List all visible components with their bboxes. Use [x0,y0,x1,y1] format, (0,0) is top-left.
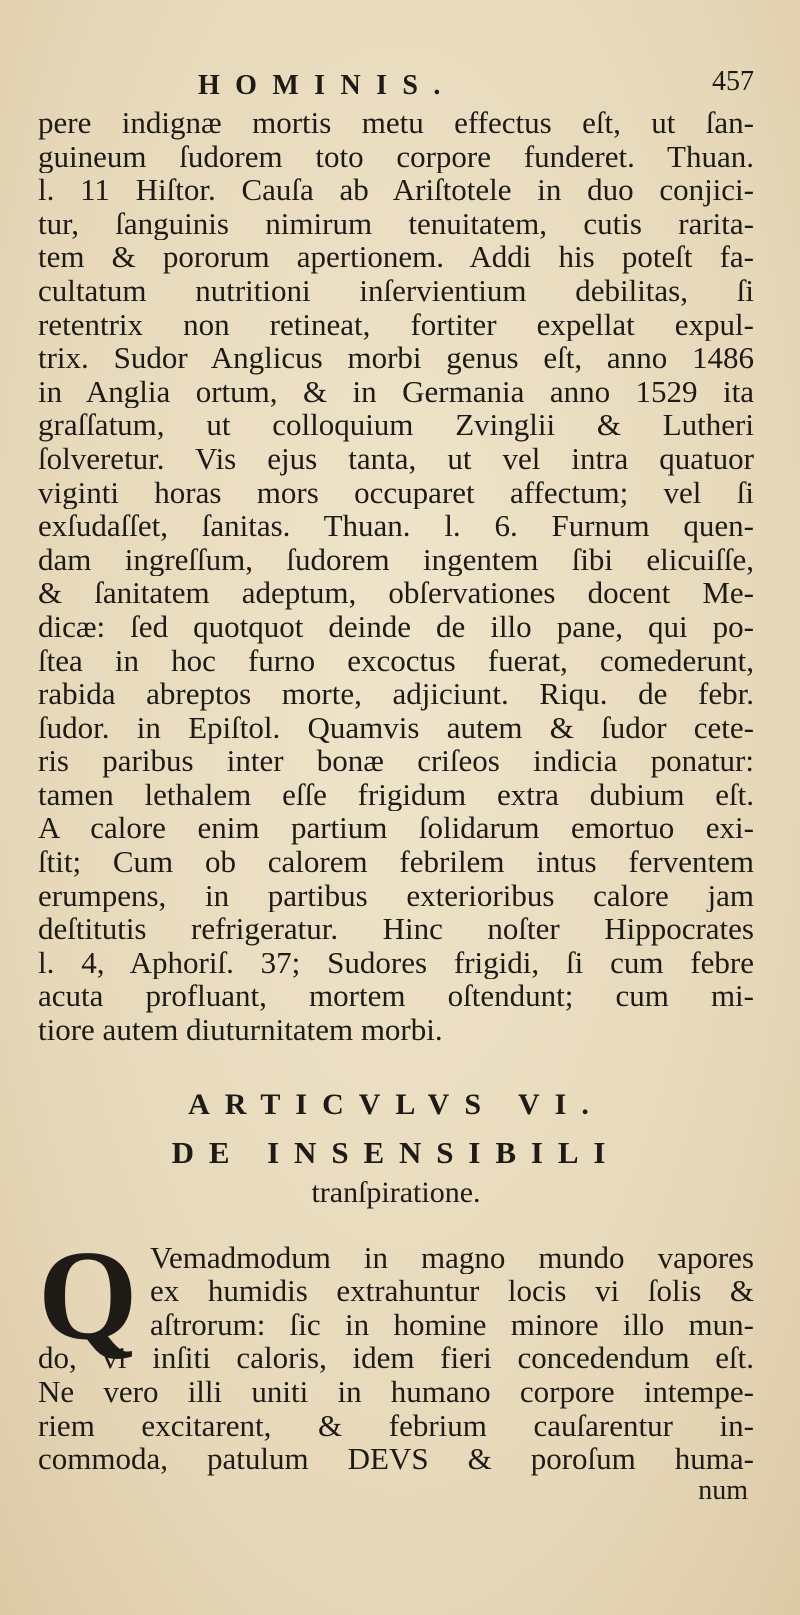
section-subheading: tranſpiratione. [311,1175,481,1209]
text-line: deſtitutis refrigeratur. Hinc noſter Hippocrates [38,912,754,946]
paragraph-1 [38,106,754,1047]
text-line: trix. Sudor Anglicus morbi genus eſt, anno 1486 [38,341,754,375]
text-line: do, vi inſiti caloris, idem fieri concedendum eſt. [38,1341,754,1375]
section-heading: DE INSENSIBILI [171,1134,621,1170]
text-line: tamen lethalem eſſe frigidum extra dubium eſt. [38,777,754,812]
text-line: retentrix non retineat, fortiter expellat expul- [38,307,754,342]
running-head: HOMINIS. [198,70,456,101]
text-line: erumpens, in partibus exterioribus calore jam [38,878,754,913]
page-header [38,60,754,106]
text-line: graſſatum, ut colloquium Zvinglii & Lutheri [38,408,754,442]
paragraph-2 [38,1223,754,1476]
text-line: tem & pororum apertionem. Addi his poteſt fa- [38,240,754,274]
text-line: & ſanitatem adeptum, obſervationes docent Me- [38,576,754,610]
text-line: in Anglia ortum, & in Germania anno 1529 ita [38,374,754,409]
text-line: ris paribus inter bonæ criſeos indicia ponatur: [38,744,754,778]
text-line: ex humidis extrahuntur locis vi ſolis & [150,1274,754,1308]
catchword: num [698,1474,748,1506]
text-line: Ne vero illi uniti in humano corpore intempe- [38,1375,754,1409]
text-line: ſudor. in Epiſtol. Quamvis autem & ſudor cete- [38,710,754,745]
text-line: commoda, patulum DEVS & poroſum huma- [38,1442,754,1476]
text-line: tiore autem diuturnitatem morbi. [38,1013,443,1047]
text-line: l. 11 Hiſtor. Cauſa ab Ariſtotele in duo conjici- [38,173,754,207]
text-line: Vemadmodum in magno mundo vapores [150,1240,754,1275]
text-line: pere indignæ mortis metu effectus eſt, ut ſan- [38,106,754,140]
text-line: exſudaſſet, ſanitas. Thuan. l. 6. Furnum quen- [38,509,754,543]
text-line: rabida abreptos morte, adjiciunt. Riqu. de febr. [38,677,754,711]
article-heading: ARTICVLVS VI. [188,1087,604,1121]
text-line: ſtea in hoc furno excoctus fuerat, comederunt, [38,643,754,678]
text-line: guineum ſudorem toto corpore funderet. Thuan. [38,139,754,174]
text-line: dicæ: ſed quotquot deinde de illo pane, qui po- [38,609,754,644]
text-line: ſolveretur. Vis ejus tanta, ut vel intra quatuor [38,441,754,476]
drop-cap: Q [38,1223,138,1366]
text-line: cultatum nutritioni inſervientium debilitas, ſi [38,273,754,308]
text-line: ſtit; Cum ob calorem febrilem intus ferventem [38,845,754,879]
text-line: riem excitarent, & febrium cauſarentur in- [38,1408,754,1443]
text-line: l. 4, Aphoriſ. 37; Sudores frigidi, ſi cum febre [38,945,754,980]
text-line: A calore enim partium ſolidarum emortuo exi- [38,811,754,846]
text-line: acuta profluant, mortem oſtendunt; cum mi- [38,979,754,1014]
text-line: tur, ſanguinis nimirum tenuitatem, cutis rarita- [38,206,754,241]
page-number: 457 [712,66,754,97]
book-page [38,60,754,1506]
text-line: aſtrorum: ſic in homine minore illo mun- [150,1307,754,1342]
text-line: viginti horas mors occuparet affectum; vel ſi [38,475,754,510]
text-line: dam ingreſſum, ſudorem ingentem ſibi elicuiſſe, [38,542,754,577]
